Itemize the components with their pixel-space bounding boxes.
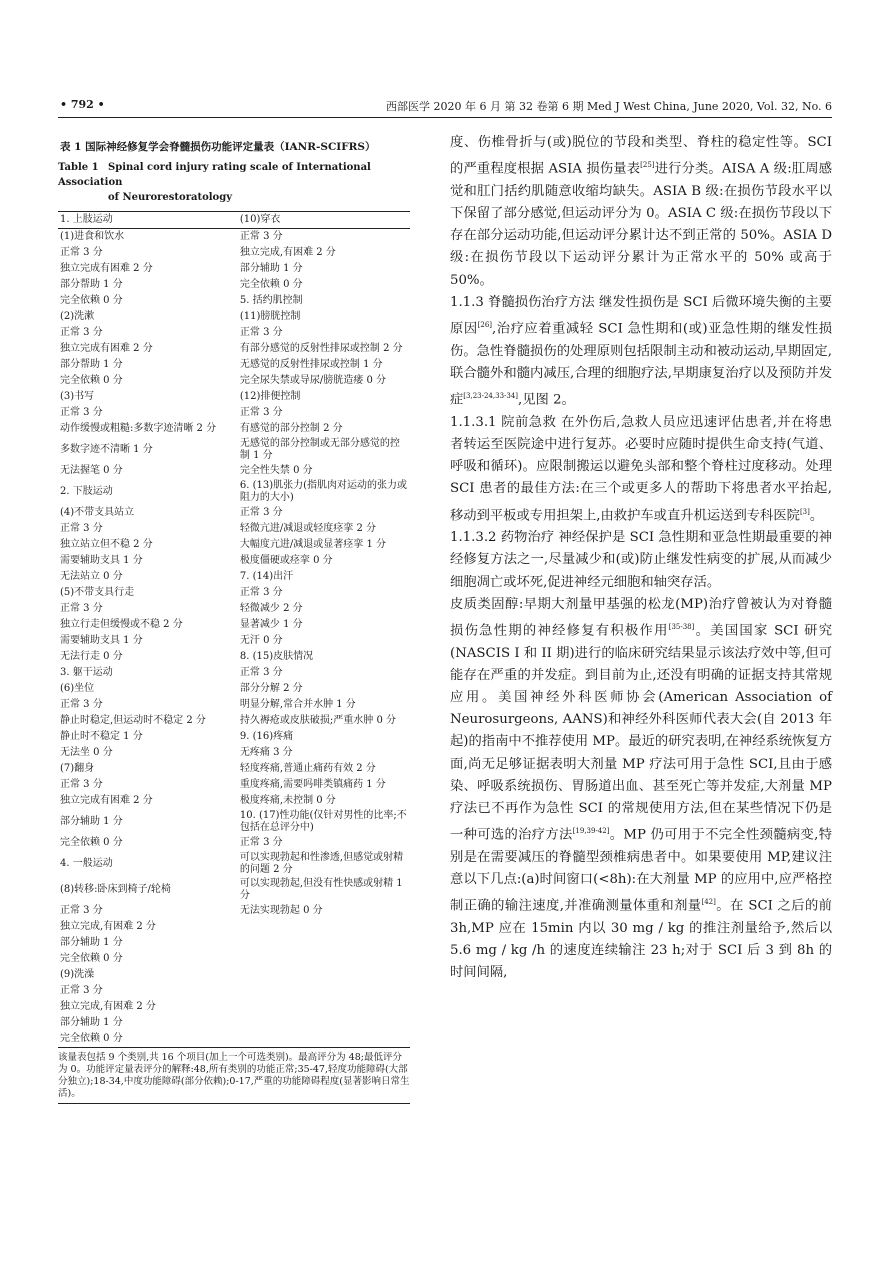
citation: [3] (799, 507, 810, 516)
table-cell: 1. 上肢运动 (58, 212, 238, 229)
table-caption-en-line1: Spinal cord injury rating scale of International Association (58, 162, 371, 188)
table-cell: 正常 3 分 (60, 523, 103, 534)
paragraph-corticosteroids (450, 594, 832, 985)
table-cell: 完全尿失禁或导尿/膀胱造瘘 0 分 (239, 375, 386, 386)
table-row (58, 537, 410, 553)
citation: [42] (701, 898, 716, 907)
text: 继发性损伤是 SCI 后微环境失衡的主要原因 (450, 294, 833, 337)
table-row (58, 309, 410, 325)
table-cell: 轻微亢进/减退或轻度痉挛 2 分 (239, 523, 376, 534)
table-label-en: Table 1 (58, 162, 99, 173)
table-cell: 部分分解 2 分 (239, 683, 303, 694)
section-heading: 1.1.3.2 药物治疗 (450, 530, 555, 546)
table-cell: 有感觉的部分控制 2 分 (239, 423, 343, 434)
table-row (58, 569, 410, 585)
page-number: • 792 • (60, 98, 105, 111)
table-cell: 轻微减少 2 分 (239, 603, 303, 614)
table-cell: 正常 3 分 (239, 327, 283, 338)
table-cell: (7)翻身 (60, 763, 95, 774)
table-cell: 独立完成,有困难 2 分 (60, 1001, 156, 1012)
table-cell: 部分辅助 1 分 (239, 263, 303, 274)
table-row (58, 245, 410, 261)
table-cell: 部分帮助 1 分 (60, 279, 123, 290)
table-row (58, 983, 410, 999)
table-row (58, 389, 410, 405)
table-cell: (11)膀胱控制 (239, 311, 301, 322)
table-cell: 无疼痛 3 分 (239, 747, 293, 758)
table-row (58, 729, 410, 745)
table-column (58, 128, 410, 1104)
text: 。美国国家 SCI 研究(NASCIS I 和 II 期)进行的临床研究结果显示该法疗效中等,但可能存在严重的并发症。到目前为止,还没有明确的证据支持其常规应用。美国神经外科医师协会(American Association of Neurosurgeons, AANS)和神经外科医师代表大会(自 2013 年起)的指南中不推荐使用 MP。最近的研究表明,在神经系统恢复方面,尚无足够证据表明大剂量 MP 疗法可用于急性 SCI,且由于感染、呼吸系统损伤、胃肠道出血、甚至死亡等并发症,大剂量 MP 疗法已不再作为急性 SCI 的常规使用方法,但在某些情况下仍是一种可选的治疗方法 (450, 623, 832, 843)
table-cell: 大幅度亢进/减退或显著痉挛 1 分 (239, 539, 386, 550)
section-heading: 1.1.3.1 院前急救 (450, 414, 557, 430)
citation: [3,23-24,33-34] (463, 392, 519, 401)
table-row (58, 935, 410, 951)
table-row (58, 851, 410, 877)
table-cell: 无感觉的部分控制或无部分感觉的控制 1 分 (239, 438, 400, 461)
table-cell: 极度疼痛,未控制 0 分 (239, 795, 336, 806)
text: 度、伤椎骨折与(或)脱位的节段和类型、脊柱的稳定性等。SCI 的严重程度根据 ASIA 损伤量表 (450, 135, 832, 177)
table-row (58, 697, 410, 713)
table-cell: (9)洗澡 (60, 969, 95, 980)
table-row (58, 463, 410, 479)
table-row (58, 421, 410, 437)
table-cell: 完全依赖 0 分 (60, 375, 123, 386)
citation: [26] (477, 321, 493, 330)
table-row (58, 405, 410, 421)
table-cell: 5. 括约肌控制 (239, 295, 303, 306)
table-row (58, 212, 410, 229)
table-cell: 极度僵硬或痉挛 0 分 (239, 555, 333, 566)
table-cell: 多数字迹不清晰 1 分 (60, 444, 153, 455)
table-row (58, 505, 410, 521)
table-caption-cn: 表 1 国际神经修复学会脊髓损伤功能评定量表（IANR-SCIFRS） (60, 141, 376, 153)
table-cell: 无感觉的反射性排尿或控制 1 分 (239, 359, 383, 370)
table-row (58, 745, 410, 761)
text: 。MP 仍可用于不完全性颈髓病变,特别是在需要减压的脊髓型颈椎病患者中。如果要使用 MP,建议注意以下几点:(a)时间窗口(<8h):在大剂量 MP 的应用中,应严格控制正确的输注速度,并准确测量体重和剂量 (450, 827, 832, 914)
table-cell: 完全依赖 0 分 (239, 279, 303, 290)
table-cell: 正常 3 分 (239, 407, 283, 418)
table-cell: 正常 3 分 (239, 507, 283, 518)
table-cell (238, 967, 410, 983)
table-cell (238, 935, 410, 951)
table-cell: 静止时稳定,但运动时不稳定 2 分 (60, 715, 206, 726)
table-cell: 无法坐 0 分 (60, 747, 113, 758)
table-cell: 静止时不稳定 1 分 (60, 731, 143, 742)
table-row (58, 229, 410, 246)
table-cell: 需要辅助支具 1 分 (60, 555, 143, 566)
table-cell: 独立完成有困难 2 分 (60, 343, 153, 354)
body-text-column (450, 132, 832, 984)
table-bottom-rule (58, 1047, 410, 1048)
table-cell: 正常 3 分 (60, 407, 103, 418)
table-cell (238, 1015, 410, 1031)
table-row (58, 761, 410, 777)
table-row (58, 681, 410, 697)
journal-citation: 西部医学 2020 年 6 月 第 32 卷第 6 期 Med J West China, June 2020, Vol. 32, No. 6 (386, 100, 832, 113)
table-cell (238, 1031, 410, 1047)
table-cell: 独立完成,有困难 2 分 (60, 921, 156, 932)
text: 。在 SCI 之后的前 3h,MP 应在 15min 内以 30 mg / kg 的推注剂量给予,然后以 5.6 mg / kg /h 的速度连续输注 23 h;对于 SCI 后 3 到 8h 的时间间隔, (450, 898, 832, 981)
table-cell: (6)坐位 (60, 683, 95, 694)
table-row (58, 437, 410, 463)
table-cell: 完全依赖 0 分 (60, 837, 123, 848)
table-row (58, 633, 410, 649)
text: 皮质类固醇:早期大剂量甲基强的松龙(MP)治疗曾被认为对脊髓损伤急性期的神经修复有积极作用 (450, 596, 832, 639)
table-cell: 独立完成有困难 2 分 (60, 795, 153, 806)
table-row (58, 649, 410, 665)
table-row (58, 713, 410, 729)
table-footnote: 该量表包括 9 个类别,共 16 个项目(加上一个可选类别)。最高评分为 48;最低评分为 0。功能评定量表评分的解释:48,所有类别的功能正常;35-47,轻度功能障碍(大部分独立);18-34,中度功能障碍(部分依赖);0-17,严重的功能障碍程度(显著影响日常生活)。 (58, 1052, 410, 1099)
table-cell: (3)书写 (60, 391, 95, 402)
table-cell: 8. (15)皮肤情况 (239, 651, 314, 662)
table-cell: 明显分解,常合并水肿 1 分 (239, 699, 356, 710)
table-row (58, 999, 410, 1015)
section-heading: 1.1.3 脊髓损伤治疗方法 (450, 294, 595, 310)
table-cell: 部分辅助 1 分 (60, 816, 123, 827)
table-cell: 独立完成有困难 2 分 (60, 263, 153, 274)
table-cell: 重度疼痛,需要吗啡类镇痛药 1 分 (239, 779, 386, 790)
table-row (58, 777, 410, 793)
table-cell: 独立站立但不稳 2 分 (60, 539, 153, 550)
table-row (58, 325, 410, 341)
table-cell: 6. (13)肌张力(指肌肉对运动的张力或阻力的大小) (239, 480, 408, 503)
table-row (58, 951, 410, 967)
table-cell: 动作缓慢或粗糙:多数字迹清晰 2 分 (60, 423, 217, 434)
table-cell: 无法行走 0 分 (60, 651, 123, 662)
table-cell: 部分帮助 1 分 (60, 359, 123, 370)
text: ,见图 2。 (518, 392, 575, 408)
text: 在外伤后,急救人员应迅速评估患者,并在将患者转运至医院途中进行复苏。必要时应随时提供生命支持(气道、呼吸和循环)。应限制搬运以避免头部和整个脊柱过度移动。处理 SCI 患者的最佳方法:在三个或更多人的帮助下将患者水平抬起,移动到平板或专用担架上,由救护车或直升机运送到专科医院 (450, 414, 832, 523)
section-1-1-3 (450, 292, 832, 412)
table-row (58, 967, 410, 983)
table-row (58, 261, 410, 277)
table-cell: 完全性失禁 0 分 (239, 465, 313, 476)
table-cell: (10)穿衣 (238, 212, 410, 229)
table-cell (238, 983, 410, 999)
table-row (58, 903, 410, 919)
table-cell (238, 919, 410, 935)
table-cell: 正常 3 分 (60, 327, 103, 338)
table-cell: 完全依赖 0 分 (60, 953, 123, 964)
table-cell: 10. (17)性功能(仅针对男性的比率;不包括在总评分中) (239, 810, 407, 833)
table-row (58, 521, 410, 537)
header-rule (58, 117, 832, 118)
table-caption-en-line2: of Neurorestoratology (108, 192, 233, 203)
table-cell: 轻度疼痛,普通止痛药有效 2 分 (239, 763, 376, 774)
table-cell: 7. (14)出汗 (239, 571, 294, 582)
table-cell: 可以实现勃起和性渗透,但感觉或射精的问题 2 分 (239, 852, 404, 875)
table-cell: 无法实现勃起 0 分 (239, 905, 323, 916)
footnote-rule (58, 1103, 410, 1104)
table-cell: (2)洗漱 (60, 311, 95, 322)
table-cell: 正常 3 分 (239, 837, 283, 848)
table-cell: 无法站立 0 分 (60, 571, 123, 582)
table-cell: 部分辅助 1 分 (60, 1017, 123, 1028)
table-row (58, 1031, 410, 1047)
table-row (58, 877, 410, 903)
table-row (58, 809, 410, 835)
section-1-1-3-2 (450, 527, 832, 594)
table-cell: 正常 3 分 (60, 699, 103, 710)
table-cell: 独立完成,有困难 2 分 (239, 247, 336, 258)
running-header (48, 96, 832, 116)
table-cell: 可以实现勃起,但没有性快感或射精 1 分 (239, 878, 403, 901)
table-cell: (8)转移:卧床到椅子/轮椅 (60, 884, 171, 895)
table-cell: 无法握笔 0 分 (60, 465, 123, 476)
table-cell: 正常 3 分 (239, 587, 283, 598)
table-row (58, 585, 410, 601)
table-row (58, 665, 410, 681)
citation: [19,39-42] (572, 827, 610, 836)
table-cell: (1)进食和饮水 (60, 231, 125, 242)
paragraph-asia (450, 132, 832, 292)
text: ,治疗应着重减轻 SCI 急性期和(或)亚急性期的继发性损伤。急性脊髓损伤的处理原则包括限制主动和被动运动,早期固定,联合髓外和髓内减压,合理的细胞疗法,早期康复治疗以及预防并发症 (450, 321, 833, 408)
table-row (58, 1015, 410, 1031)
table-row (58, 793, 410, 809)
table-cell: 完全依赖 0 分 (60, 295, 123, 306)
text: 进行分类。AISA A 级:肛周感觉和肛门括约肌随意收缩均缺失。ASIA B 级:在损伤节段水平以下保留了部分感觉,但运动评分为 0。ASIA C 级:在损伤节段以下存在部分运动功能,但运动评分累计达不到正常的 50%。ASIA D 级:在损伤节段以下运动评分累计为正常水平的 50% 或高于 50%。 (450, 161, 832, 288)
table-row (58, 479, 410, 505)
table-cell: (12)排便控制 (239, 391, 301, 402)
table-cell: 正常 3 分 (239, 231, 283, 242)
table-cell: 正常 3 分 (60, 905, 103, 916)
table-cell: 正常 3 分 (60, 247, 103, 258)
table-row (58, 373, 410, 389)
table-cell: (5)不带支具行走 (60, 587, 135, 598)
table-cell: 需要辅助支具 1 分 (60, 635, 143, 646)
table-cell: 完全依赖 0 分 (60, 1033, 123, 1044)
citation: [35-38] (668, 622, 695, 631)
table-cell: 显著减少 1 分 (239, 619, 303, 630)
table-row (58, 341, 410, 357)
table-cell: 正常 3 分 (60, 985, 103, 996)
table-cell: 无汗 0 分 (239, 635, 283, 646)
table-row (58, 835, 410, 851)
table-cell: 4. 一般运动 (60, 858, 113, 869)
table-row (58, 293, 410, 309)
table-cell: 2. 下肢运动 (60, 486, 113, 497)
text: 神经保护是 SCI 急性期和亚急性期最重要的神经修复方法之一,尽量减少和(或)防止继发性病变的扩展,从而减少细胞凋亡或坏死,促进神经元细胞和轴突存活。 (450, 530, 832, 590)
table-row (58, 277, 410, 293)
citation: [25] (640, 161, 655, 170)
table-row (58, 919, 410, 935)
table-cell (238, 999, 410, 1015)
table-cell: 3. 躯干运动 (60, 667, 113, 678)
table-cell: 部分辅助 1 分 (60, 937, 123, 948)
table-caption-en (58, 160, 410, 205)
table-cell: 持久褥疮或皮肤破损;严重水肿 0 分 (239, 715, 396, 726)
table-cell: (4)不带支具站立 (60, 507, 135, 518)
table-cell: 独立行走但缓慢或不稳 2 分 (60, 619, 183, 630)
table-row (58, 617, 410, 633)
table-row (58, 601, 410, 617)
table-cell: 正常 3 分 (239, 667, 283, 678)
table-row (58, 357, 410, 373)
table-cell: 9. (16)疼痛 (239, 731, 294, 742)
table-cell (238, 951, 410, 967)
section-1-1-3-1 (450, 412, 832, 527)
table-cell: 正常 3 分 (60, 603, 103, 614)
table-row (58, 553, 410, 569)
table-cell: 有部分感觉的反射性排尿或控制 2 分 (239, 343, 403, 354)
rating-scale-table (58, 212, 410, 1047)
table-cell: 正常 3 分 (60, 779, 103, 790)
text: 。 (809, 507, 824, 523)
